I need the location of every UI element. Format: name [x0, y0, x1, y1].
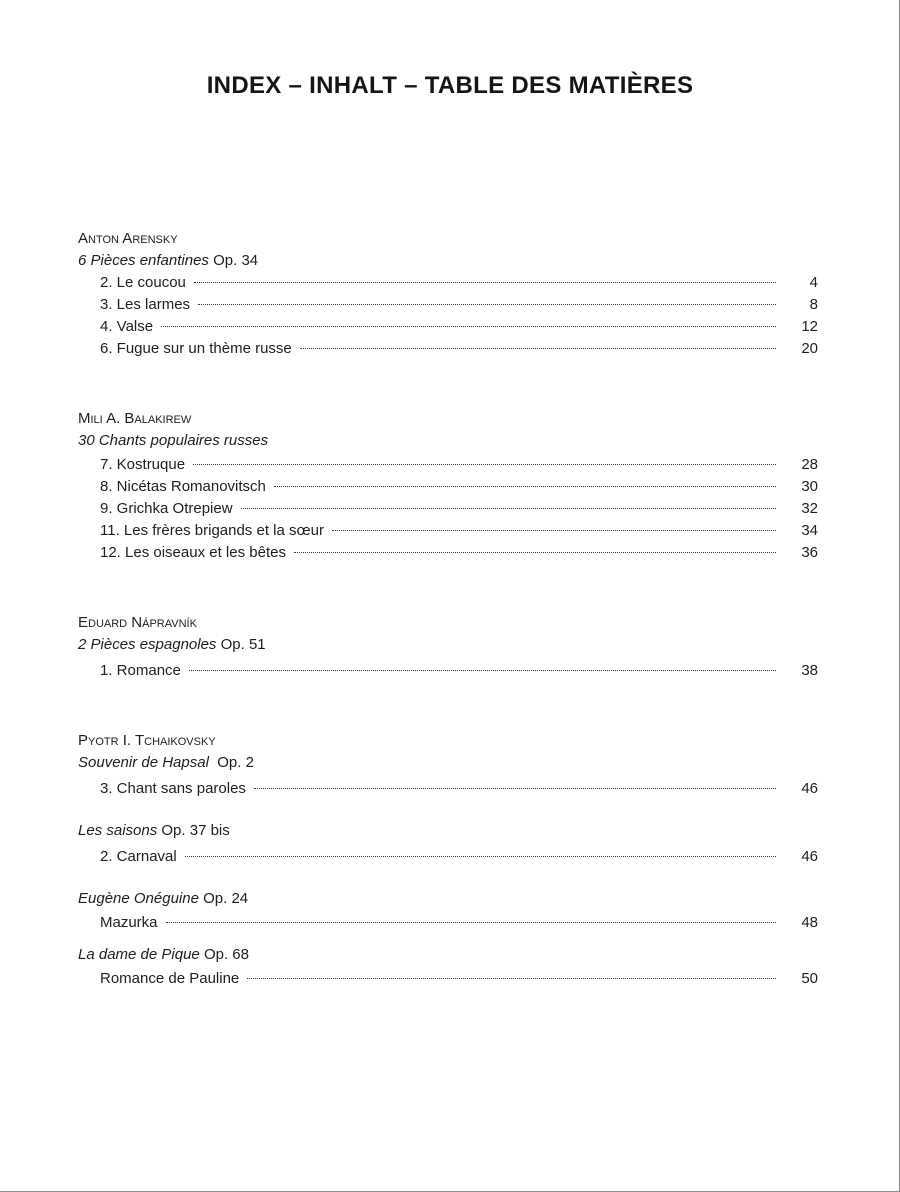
entry-title: Mazurka [100, 914, 158, 931]
dot-leader [254, 788, 776, 789]
index-entry[interactable] [78, 660, 818, 682]
dot-leader [241, 508, 776, 509]
index-entry[interactable] [78, 968, 818, 990]
index-entry[interactable] [78, 294, 818, 316]
entry-title: 11. Les frères brigands et la sœur [100, 522, 324, 539]
page-number: 28 [801, 456, 818, 473]
page-title: INDEX – INHALT – TABLE DES MATIÈRES [206, 72, 694, 99]
opus-number: Op. 24 [203, 890, 249, 907]
page-number: 46 [801, 848, 818, 865]
index-entry[interactable] [78, 520, 818, 542]
dot-leader [247, 978, 776, 979]
work-title [78, 752, 818, 774]
index-entry[interactable] [78, 454, 818, 476]
page-number: 38 [801, 662, 818, 679]
index-entry[interactable] [78, 846, 818, 868]
page-number: 30 [801, 478, 818, 495]
index-entry[interactable] [78, 498, 818, 520]
dot-leader [198, 304, 776, 305]
entry-title: 1. Romance [100, 662, 181, 679]
entry-title: 6. Fugue sur un thème russe [100, 340, 292, 357]
index-entry[interactable] [78, 542, 818, 564]
work-title [78, 634, 818, 656]
composer-name: Anton Arensky [78, 230, 178, 247]
work-name: La dame de Pique [78, 946, 200, 963]
entry-title: 3. Les larmes [100, 296, 191, 313]
dot-leader [274, 486, 776, 487]
dot-leader [194, 282, 776, 283]
entry-title: 2. Le coucou [100, 274, 186, 291]
entry-title: 12. Les oiseaux et les bêtes [100, 544, 286, 561]
entry-title: 7. Kostruque [100, 456, 186, 473]
composer-name: Eduard Nápravník [78, 614, 197, 631]
dot-leader [300, 348, 776, 349]
page-number: 12 [801, 318, 818, 335]
work-title [78, 250, 818, 272]
index-entry[interactable] [78, 778, 818, 800]
dot-leader [166, 922, 776, 923]
index-content [78, 228, 818, 990]
index-entry[interactable] [78, 476, 818, 498]
entry-title: 4. Valse [100, 318, 154, 335]
index-entry[interactable] [78, 338, 818, 360]
work-name: Eugène Onéguine [78, 890, 199, 907]
page-number: 8 [809, 296, 818, 313]
page-number: 36 [801, 544, 818, 561]
opus-number: Op. 51 [220, 636, 266, 653]
index-entry[interactable] [78, 316, 818, 338]
work-title [78, 888, 818, 910]
entry-title: 3. Chant sans paroles [100, 780, 246, 797]
entry-title: 8. Nicétas Romanovitsch [100, 478, 266, 495]
index-entry[interactable] [78, 912, 818, 934]
work-name: Les saisons [78, 822, 158, 839]
opus-number: Op. 68 [203, 946, 249, 963]
page-number: 4 [809, 274, 818, 291]
opus-number: Op. 34 [213, 252, 259, 269]
work-name: Souvenir de Hapsal [78, 754, 209, 771]
page-number: 46 [801, 780, 818, 797]
index-entry[interactable] [78, 272, 818, 294]
dot-leader [185, 856, 776, 857]
page-number: 20 [801, 340, 818, 357]
page-number: 50 [801, 970, 818, 987]
dot-leader [294, 552, 776, 553]
dot-leader [193, 464, 776, 465]
page-number: 34 [801, 522, 818, 539]
work-name: 2 Pièces espagnoles [78, 636, 217, 653]
entry-title: 9. Grichka Otrepiew [100, 500, 233, 517]
dot-leader [332, 530, 776, 531]
entry-title: Romance de Pauline [100, 970, 240, 987]
page-number: 32 [801, 500, 818, 517]
page-number: 48 [801, 914, 818, 931]
opus-number: Op. 2 [217, 754, 254, 771]
entry-title: 2. Carnaval [100, 848, 177, 865]
opus-number: Op. 37 bis [161, 822, 230, 839]
work-title [78, 944, 818, 966]
work-name: 6 Pièces enfantines [78, 252, 209, 269]
dot-leader [189, 670, 776, 671]
composer-name: Mili A. Balakirew [78, 410, 192, 427]
work-name: 30 Chants populaires russes [78, 432, 269, 449]
work-title [78, 820, 818, 842]
work-title [78, 430, 818, 452]
dot-leader [161, 326, 776, 327]
composer-name: Pyotr I. Tchaikovsky [78, 732, 216, 749]
